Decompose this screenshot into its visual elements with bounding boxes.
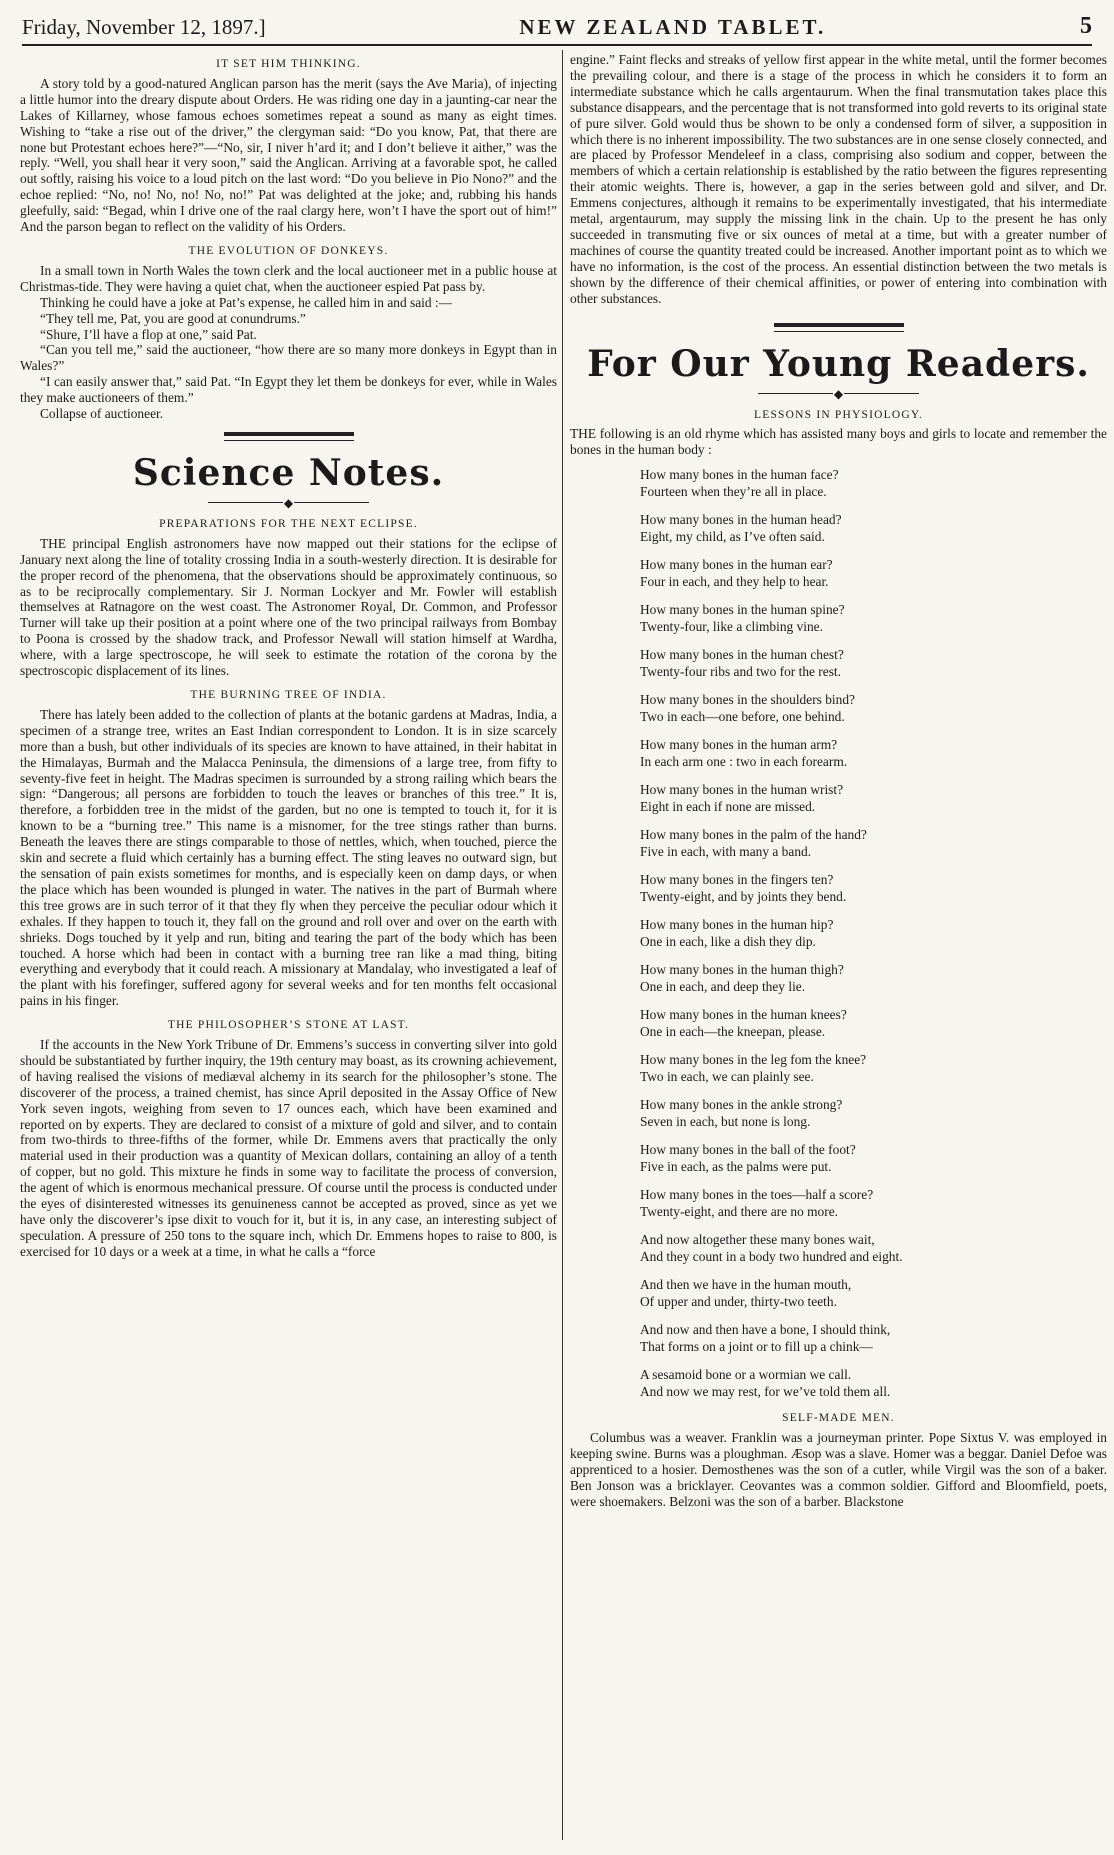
poem-stanza: [640, 556, 1107, 590]
article-paragraph: “I can easily answer that,” said Pat. “In Egypt they let them be donkeys for ever, while in Wales they make auctioneers of them.”: [20, 374, 557, 406]
diamond-icon: ◆: [833, 386, 844, 401]
section-rule: [774, 331, 904, 332]
poem-line: And they count in a body two hundred and eight.: [640, 1249, 903, 1265]
section-rule: [774, 323, 904, 327]
poem-stanza: [640, 1096, 1107, 1130]
poem-line: Five in each, as the palms were put.: [640, 1159, 832, 1175]
poem-line: How many bones in the human head?: [640, 512, 842, 528]
article-paragraph: “Shure, I’ll have a flop at one,” said Pat.: [40, 326, 257, 342]
poem-line: How many bones in the human spine?: [640, 602, 845, 618]
section-heading: PREPARATIONS FOR THE NEXT ECLIPSE.: [159, 517, 418, 530]
young-readers-title: For Our Young Readers.: [587, 342, 1090, 385]
poem-line: Eight, my child, as I’ve often said.: [640, 529, 825, 545]
article-paragraph: Collapse of auctioneer.: [40, 406, 164, 422]
poem-stanza: [640, 691, 1107, 725]
poem-line: That forms on a joint or to fill up a chink—: [640, 1339, 873, 1355]
poem-line: Fourteen when they’re all in place.: [640, 484, 827, 500]
section-heading: LESSONS IN PHYSIOLOGY.: [754, 408, 923, 421]
poem-line: How many bones in the human chest?: [640, 647, 844, 663]
poem-line: How many bones in the fingers ten?: [640, 872, 834, 888]
page-number: 5: [1080, 13, 1092, 39]
poem-stanza: [640, 511, 1107, 545]
article-paragraph: THE following is an old rhyme which has assisted many boys and girls to locate and remember the bones in the human body :: [570, 426, 1107, 458]
diamond-icon: ◆: [283, 495, 294, 510]
poem-line: Seven in each, but none is long.: [640, 1114, 811, 1130]
article-paragraph: engine.” Faint flecks and streaks of yellow first appear in the white metal, until the former becomes the prevailing colour, and there is a stage of the process in which he considers it to form an intermediate substance which he calls argentaurum. When the final transmutation takes place this substance disappears, and the percentage that is not transformed into gold reverts to its original state of pure silver. Gold would thus be shown to be only a condensed form of silver, a supposition in which there is no inherent impossibility. The two substances are in one sense closely connected, and are placed by Professor Mendeleef in a class, comprising also sodium and copper, between the members of which a certain relationship is established by the ratio between the figures representing their atomic weights. There is, however, a gap in the series between gold and silver, and Dr. Emmens conjectures, although it remains to be experimentally investigated, that his intermediate metal, argentaurum, may supply the missing link in the chain. Up to the present he has only succeeded in transmuting five or six ounces of metal at a time, but with a greater number of machines of course the quantity treated could be increased. Another important point as to which we have no information, is the cost of the process. An essential distinction between the two metals is shown by the difference of their chemical affinities, or power of entering into combination with other substances.: [570, 52, 1107, 306]
poem-stanza: [640, 646, 1107, 680]
right-column: [570, 52, 1107, 1837]
poem-line: How many bones in the human knees?: [640, 1007, 847, 1023]
poem-stanza: [640, 961, 1107, 995]
poem-stanza: [640, 1321, 1107, 1355]
poem-line: Two in each, we can plainly see.: [640, 1069, 814, 1085]
poem-stanza: [640, 1366, 1107, 1400]
article-paragraph: Columbus was a weaver. Franklin was a journeyman printer. Pope Sixtus V. was employed in keeping swine. Burns was a ploughman. Æsop was a slave. Homer was a beggar. Daniel Defoe was apprenticed to a hosier. Demosthenes was the son of a cutler, while Virgil was the son of a baker. Ben Jonson was a bricklayer. Ceovantes was a common soldier. Gifford and Bloomfield, poets, were shoemakers. Belzoni was the son of a barber. Blackstone: [570, 1430, 1107, 1509]
article-paragraph: In a small town in North Wales the town clerk and the local auctioneer met in a public house at Christmas-tide. They were having a quiet chat, when the auctioneer espied Pat pass by.: [20, 262, 557, 294]
poem-stanza: [640, 1051, 1107, 1085]
section-heading: THE BURNING TREE OF INDIA.: [190, 689, 387, 701]
poem-line: And now altogether these many bones wait,: [640, 1232, 875, 1248]
poem-line: Two in each—one before, one behind.: [640, 709, 845, 725]
poem-line: How many bones in the human hip?: [640, 917, 834, 933]
poem-stanza: [640, 1006, 1107, 1040]
section-heading: THE EVOLUTION OF DONKEYS.: [188, 244, 389, 257]
issue-date: Friday, November 12, 1897.]: [22, 15, 266, 39]
physiology-poem: [640, 466, 1107, 1400]
poem-stanza: [640, 916, 1107, 950]
newspaper-page: [10, 0, 1107, 1845]
poem-stanza: [640, 1231, 1107, 1265]
poem-line: How many bones in the ball of the foot?: [640, 1142, 856, 1158]
poem-line: How many bones in the human arm?: [640, 737, 838, 753]
poem-line: In each arm one : two in each forearm.: [640, 754, 848, 770]
poem-line: How many bones in the leg fom the knee?: [640, 1052, 867, 1068]
page-header: [22, 6, 1092, 46]
poem-stanza: [640, 781, 1107, 815]
poem-line: How many bones in the human thigh?: [640, 962, 844, 978]
poem-line: Five in each, with many a band.: [640, 844, 812, 860]
poem-line: How many bones in the toes—half a score?: [640, 1187, 874, 1203]
poem-line: Twenty-four ribs and two for the rest.: [640, 664, 841, 680]
ornament-divider: [20, 497, 557, 509]
article-paragraph: Thinking he could have a joke at Pat’s expense, he called him in and said :—: [40, 294, 453, 310]
masthead-title: NEW ZEALAND TABLET.: [519, 15, 827, 39]
section-heading: THE PHILOSOPHER’S STONE AT LAST.: [167, 1019, 410, 1032]
poem-stanza: [640, 601, 1107, 635]
section-heading: SELF-MADE MEN.: [782, 1412, 895, 1425]
poem-stanza: [640, 1276, 1107, 1310]
science-notes-title: Science Notes.: [132, 451, 445, 494]
poem-stanza: [640, 736, 1107, 770]
section-heading: IT SET HIM THINKING.: [216, 58, 361, 70]
poem-stanza: [640, 1186, 1107, 1220]
article-paragraph: If the accounts in the New York Tribune of Dr. Emmens’s success in converting silver into gold should be substantiated by further inquiry, the 19th century may boast, as its crowning achievement, of having realised the visions of mediæval alchemy in its search for the philosopher’s stone. The discoverer of the process, a trained chemist, has since April deposited in the Assay Office of New York seven ingots, weighing from seven to 17 ounces each, which have been examined and reported on by experts. They are declared to consist of a mixture of gold and silver, and to contain from two-thirds to three-fifths of the former, while Dr. Emmens avers that practically the only material used in their production was a quantity of Mexican dollars, containing an alloy of a tenth of copper, but no gold. This mixture he finds in some way to facilitate the process of conversion, the agent of which is enormous mechanical pressure. Of course until the process is conducted under the eyes of disinterested witnesses its genuineness cannot be accepted as proved, since as yet we have only the discoverer’s ipse dixit to vouch for it, but it is, in any case, an interesting subject of speculation. A pressure of 250 tons to the square inch, which Dr. Emmens hopes to raise to 800, is exercised for 10 days or a week at a time, in what he calls a “force: [20, 1037, 557, 1259]
article-paragraph: “Can you tell me,” said the auctioneer, “how there are so many more donkeys in Egypt than in Wales?”: [20, 342, 557, 374]
poem-line: Twenty-eight, and there are no more.: [640, 1204, 838, 1220]
column-divider: [562, 50, 563, 1840]
poem-line: Twenty-four, like a climbing vine.: [640, 619, 823, 635]
article-paragraph: “They tell me, Pat, you are good at conundrums.”: [40, 310, 306, 326]
poem-line: One in each, and deep they lie.: [640, 979, 806, 995]
poem-stanza: [640, 466, 1107, 500]
left-column: [20, 52, 557, 1837]
poem-line: How many bones in the palm of the hand?: [640, 827, 867, 843]
article-paragraph: THE principal English astronomers have now mapped out their stations for the eclipse of January next along the line of totality crossing India in a south-westerly direction. It is desirable for the proper record of the phenomena, that the observations should be approximately continuous, so as to be reciprocally complementary. Sir J. Norman Lockyer and Mr. Fowler will establish themselves at Ratnagore on the west coast. The Astronomer Royal, Dr. Common, and Professor Turner will take up their position at a point where one of the two principal railways from Bombay to Poona is crossed by the shadow track, and Professor Newall will station himself at Wardha, where, with a large spectroscope, he will seek to estimate the rotation of the corona by the spectroscopic displacement of its lines.: [20, 535, 557, 679]
poem-line: Eight in each if none are missed.: [640, 799, 816, 815]
poem-line: How many bones in the human face?: [640, 467, 839, 483]
poem-line: Four in each, and they help to hear.: [640, 574, 829, 590]
article-paragraph: There has lately been added to the collection of plants at the botanic gardens at Madras, India, a specimen of a strange tree, writes an East Indian correspondent to London. It is in size scarcely more than a bush, but other individuals of its species are known to have attained, in their habitat in the Himalayas, Burmah and the Malacca Peninsula, the dimensions of a large tree, from fifty to seventy-five feet in height. The Madras specimen is surrounded by a strong railing which bears the sign: “Dangerous; all persons are forbidden to touch the leaves or branches of this tree.” It is, therefore, a forbidden tree in the midst of the garden, but no one is tempted to touch it, for it is known to be a “burning tree.” This name is a misnomer, for the tree stings rather than burns. Beneath the leaves there are stings comparable to those of nettles, which, when touched, pierce the skin and secrete a fluid which certainly has a burning effect. The sting leaves no outward sign, but the sensation of pain exists sometimes for months, and is especially keen on damp days, or when the place which has been wounded is plunged in water. The natives in the part of Burmah where this tree grows are in such terror of it that they fly when they perceive the peculiar odour which it exhales. If they happen to touch it, they fall on the ground and roll over and over on the earth with shrieks. Dogs touched by it yelp and run, biting and tearing the part of the body which has been touched. A horse which had been in contact with a burning tree ran like a mad thing, biting everything and everybody that it could reach. A missionary at Mandalay, who investigated a leaf of the plant with his forefinger, suffered agony for several weeks and for ten months felt occasional pains in his finger.: [20, 706, 557, 1009]
poem-line: And now we may rest, for we’ve told them all.: [640, 1384, 891, 1400]
poem-line: How many bones in the human ear?: [640, 557, 833, 573]
ornament-divider: [570, 388, 1107, 400]
poem-line: Twenty-eight, and by joints they bend.: [640, 889, 847, 905]
poem-line: One in each, like a dish they dip.: [640, 934, 816, 950]
poem-line: How many bones in the ankle strong?: [640, 1097, 843, 1113]
poem-line: How many bones in the shoulders bind?: [640, 692, 855, 708]
poem-line: And then we have in the human mouth,: [640, 1277, 852, 1293]
article-paragraph: A story told by a good-natured Anglican parson has the merit (says the Ave Maria), of injecting a little humor into the dreary dispute about Orders. He was riding one day in a jaunting-car near the Lakes of Killarney, whose famous echoes sometimes repeat a sound as many as eight times. Wishing to “take a rise out of the driver,” the clergyman said: “Do you know, Pat, that there are none but Protestant echoes here?”—“No, sir, I niver h’ard it; and I don’t believe it aither,” was the reply. “Well, you shall hear it very soon,” said the Anglican. Arriving at a favorable spot, he called out softly, raising his voice to a loud pitch on the last word: “Do you believe in Pio Nono?” and the echoe replied: “No, no! No, no! No, no!” Pat was delighted at the joke; and, rubbing his hands gleefully, said: “Begad, whin I drive one of the raal clargy here, won’t I have the sport out of him!” And the parson began to reflect on the validity of his Orders.: [20, 75, 557, 235]
poem-stanza: [640, 1141, 1107, 1175]
poem-stanza: [640, 826, 1107, 860]
poem-line: Of upper and under, thirty-two teeth.: [640, 1294, 837, 1310]
section-rule: [224, 440, 354, 441]
poem-line: A sesamoid bone or a wormian we call.: [640, 1367, 852, 1383]
section-rule: [224, 432, 354, 436]
poem-line: How many bones in the human wrist?: [640, 782, 844, 798]
poem-line: And now and then have a bone, I should think,: [640, 1322, 891, 1338]
poem-line: One in each—the kneepan, please.: [640, 1024, 826, 1040]
poem-stanza: [640, 871, 1107, 905]
